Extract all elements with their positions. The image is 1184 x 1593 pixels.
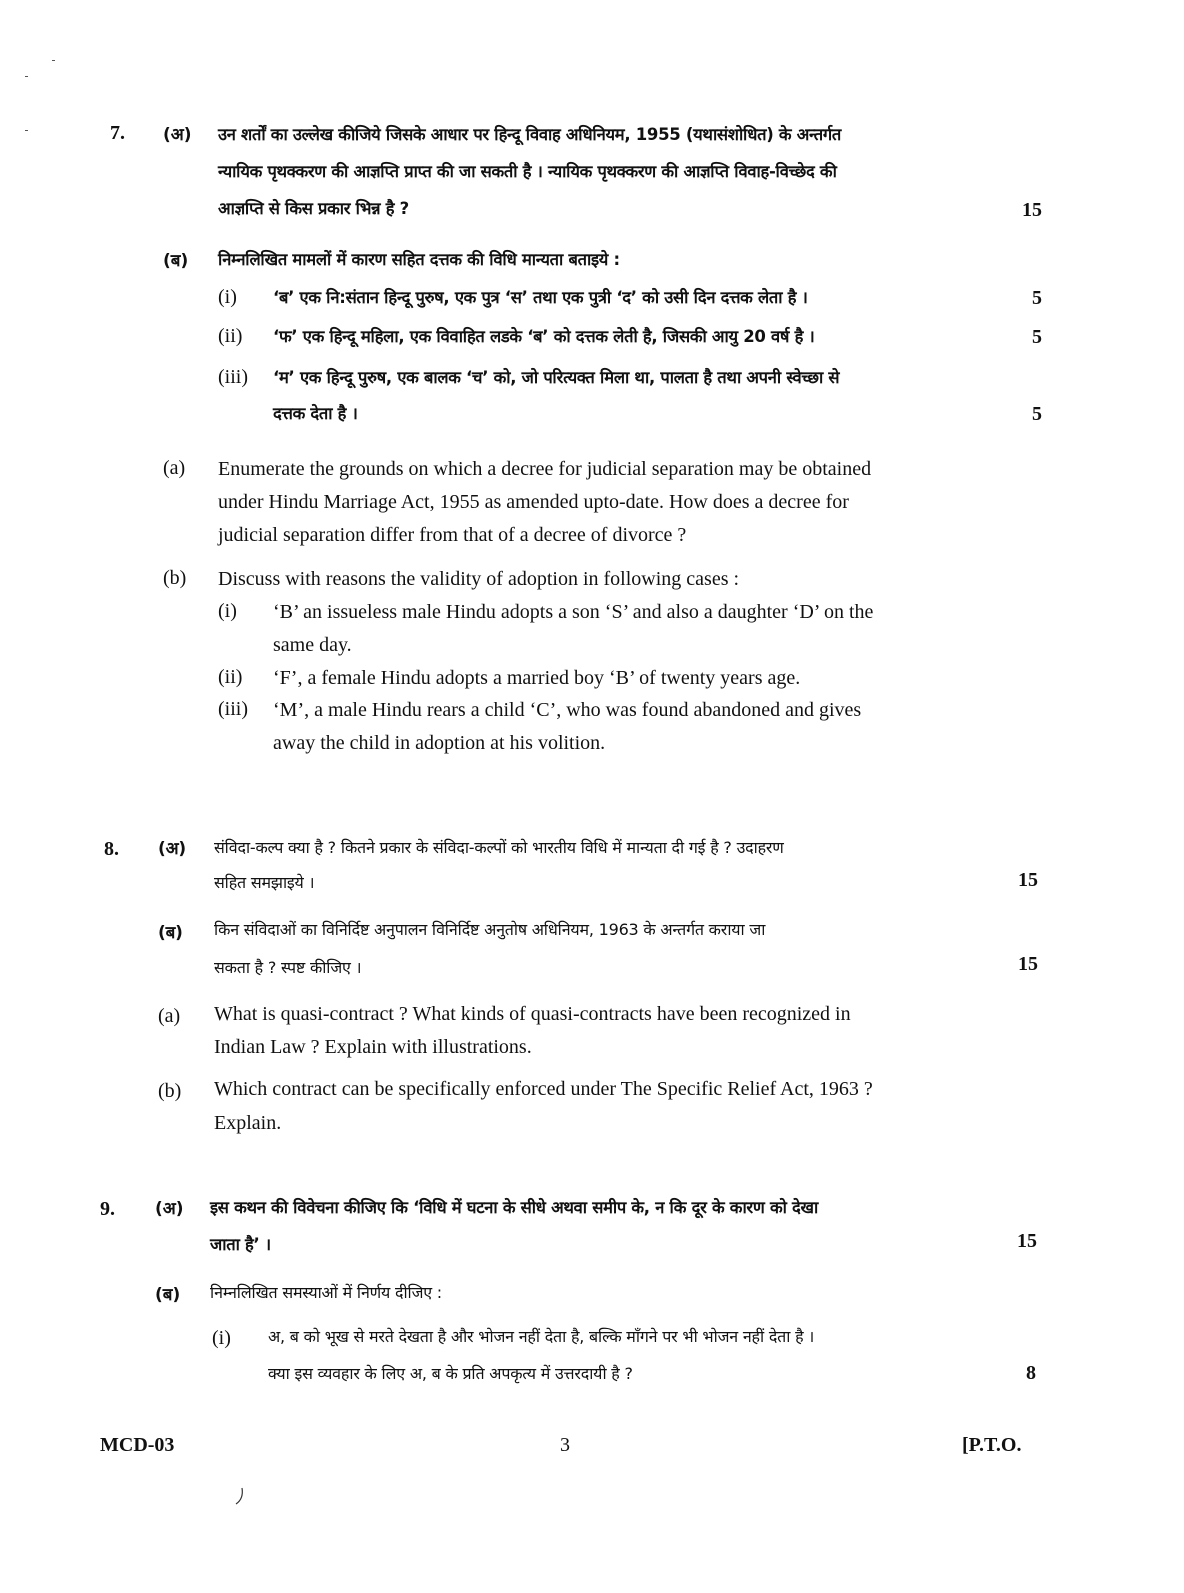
question-number: 7. <box>110 122 125 144</box>
scan-speck <box>52 60 55 61</box>
question-text-line: जाता है’ । <box>210 1235 271 1254</box>
question-text-line: ‘B’ an issueless male Hindu adopts a son ‘S’ and also a daughter ‘D’ on the <box>273 601 874 623</box>
part-label: (b) <box>163 567 187 589</box>
question-number: 9. <box>100 1198 115 1220</box>
part-label: (b) <box>158 1080 182 1102</box>
question-text-line: ‘फ’ एक हिन्दू महिला, एक विवाहित लडके ‘ब’ को दत्तक लेती है, जिसकी आयु 20 वर्ष है । <box>273 327 815 346</box>
marks: 15 <box>1018 869 1038 891</box>
part-label: (अ) <box>163 125 192 145</box>
question-text-line: Explain. <box>214 1112 282 1134</box>
marks: 5 <box>1032 403 1042 425</box>
question-text-line: ‘म’ एक हिन्दू पुरुष, एक बालक ‘च’ को, जो परित्यक्त मिला था, पालता है तथा अपनी स्वेच्छा से <box>273 368 840 387</box>
marks: 5 <box>1032 287 1042 309</box>
marks: 15 <box>1017 1230 1037 1252</box>
question-text-line: उन शर्तों का उल्लेख कीजिये जिसके आधार पर हिन्दू विवाह अधिनियम, 1955 (यथासंशोधित) के अन्तर्गत <box>218 125 841 144</box>
subpart-label: (iii) <box>218 366 248 388</box>
marks: 5 <box>1032 326 1042 348</box>
pen-mark-icon <box>232 1486 246 1508</box>
question-text-line: ‘M’, a male Hindu rears a child ‘C’, who was found abandoned and gives <box>273 699 862 721</box>
subpart-label: (i) <box>218 600 237 622</box>
question-text-line: ‘F’, a female Hindu adopts a married boy ‘B’ of twenty years age. <box>273 667 801 689</box>
question-text-line: What is quasi-contract ? What kinds of quasi-contracts have been recognized in <box>214 1003 851 1025</box>
question-number: 8. <box>104 838 119 860</box>
question-text-line: Indian Law ? Explain with illustrations. <box>214 1036 532 1058</box>
question-text-line: away the child in adoption at his volition. <box>273 732 606 754</box>
question-text-line: इस कथन की विवेचना कीजिए कि ‘विधि में घटना के सीधे अथवा समीप के, न कि दूर के कारण को देखा <box>210 1198 818 1217</box>
question-text-line: निम्नलिखित समस्याओं में निर्णय दीजिए : <box>210 1283 442 1302</box>
marks: 8 <box>1026 1362 1036 1384</box>
question-text-line: अ, ब को भूख से मरते देखता है और भोजन नहीं देता है, बल्कि माँगने पर भी भोजन नहीं देता है । <box>268 1327 815 1346</box>
question-text-line: same day. <box>273 634 352 656</box>
part-label: (ब) <box>158 923 183 943</box>
question-text-line: न्यायिक पृथक्करण की आज्ञप्ति प्राप्त की जा सकती है । न्यायिक पृथक्करण की आज्ञप्ति विवाह-विच्छेद की <box>218 162 837 181</box>
part-label: (अ) <box>158 839 186 859</box>
marks: 15 <box>1022 199 1042 221</box>
question-text-line: Which contract can be specifically enforced under The Specific Relief Act, 1963 ? <box>214 1078 873 1100</box>
subpart-label: (ii) <box>218 666 243 688</box>
page-number: 3 <box>560 1434 570 1456</box>
scan-speck <box>25 130 28 131</box>
question-text-line: Discuss with reasons the validity of adoption in following cases : <box>218 568 740 590</box>
subpart-label: (ii) <box>218 325 243 347</box>
paper-code: MCD-03 <box>100 1434 175 1456</box>
question-text-line: under Hindu Marriage Act, 1955 as amended upto-date. How does a decree for <box>218 491 849 513</box>
scan-speck <box>25 76 28 77</box>
subpart-label: (i) <box>212 1327 231 1349</box>
subpart-label: (i) <box>218 286 237 308</box>
part-label: (अ) <box>155 1199 184 1219</box>
part-label: (a) <box>158 1005 181 1027</box>
question-text-line: निम्नलिखित मामलों में कारण सहित दत्तक की विधि मान्यता बताइये : <box>218 250 620 269</box>
question-text-line: ‘ब’ एक नि:संतान हिन्दू पुरुष, एक पुत्र ‘स’ तथा एक पुत्री ‘द’ को उसी दिन दत्तक लेता है । <box>273 288 808 307</box>
question-text-line: दत्तक देता है । <box>273 404 358 423</box>
question-text-line: क्या इस व्यवहार के लिए अ, ब के प्रति अपकृत्य में उत्तरदायी है ? <box>268 1364 633 1383</box>
question-text-line: सहित समझाइये । <box>214 873 315 892</box>
question-text-line: सकता है ? स्पष्ट कीजिए । <box>214 958 362 977</box>
please-turn-over: [P.T.O. <box>962 1434 1022 1456</box>
marks: 15 <box>1018 953 1038 975</box>
question-text-line: judicial separation differ from that of a decree of divorce ? <box>218 524 687 546</box>
subpart-label: (iii) <box>218 698 248 720</box>
question-text-line: आज्ञप्ति से किस प्रकार भिन्न है ? <box>218 199 409 218</box>
question-text-line: Enumerate the grounds on which a decree for judicial separation may be obtained <box>218 458 872 480</box>
part-label: (a) <box>163 457 186 479</box>
part-label: (ब) <box>163 251 189 271</box>
question-text-line: किन संविदाओं का विनिर्दिष्ट अनुपालन विनिर्दिष्ट अनुतोष अधिनियम, 1963 के अन्तर्गत कराया जा <box>214 920 766 939</box>
question-text-line: संविदा-कल्प क्या है ? कितने प्रकार के संविदा-कल्पों को भारतीय विधि में मान्यता दी गई है ? उदाहरण <box>214 838 784 857</box>
part-label: (ब) <box>155 1285 181 1305</box>
